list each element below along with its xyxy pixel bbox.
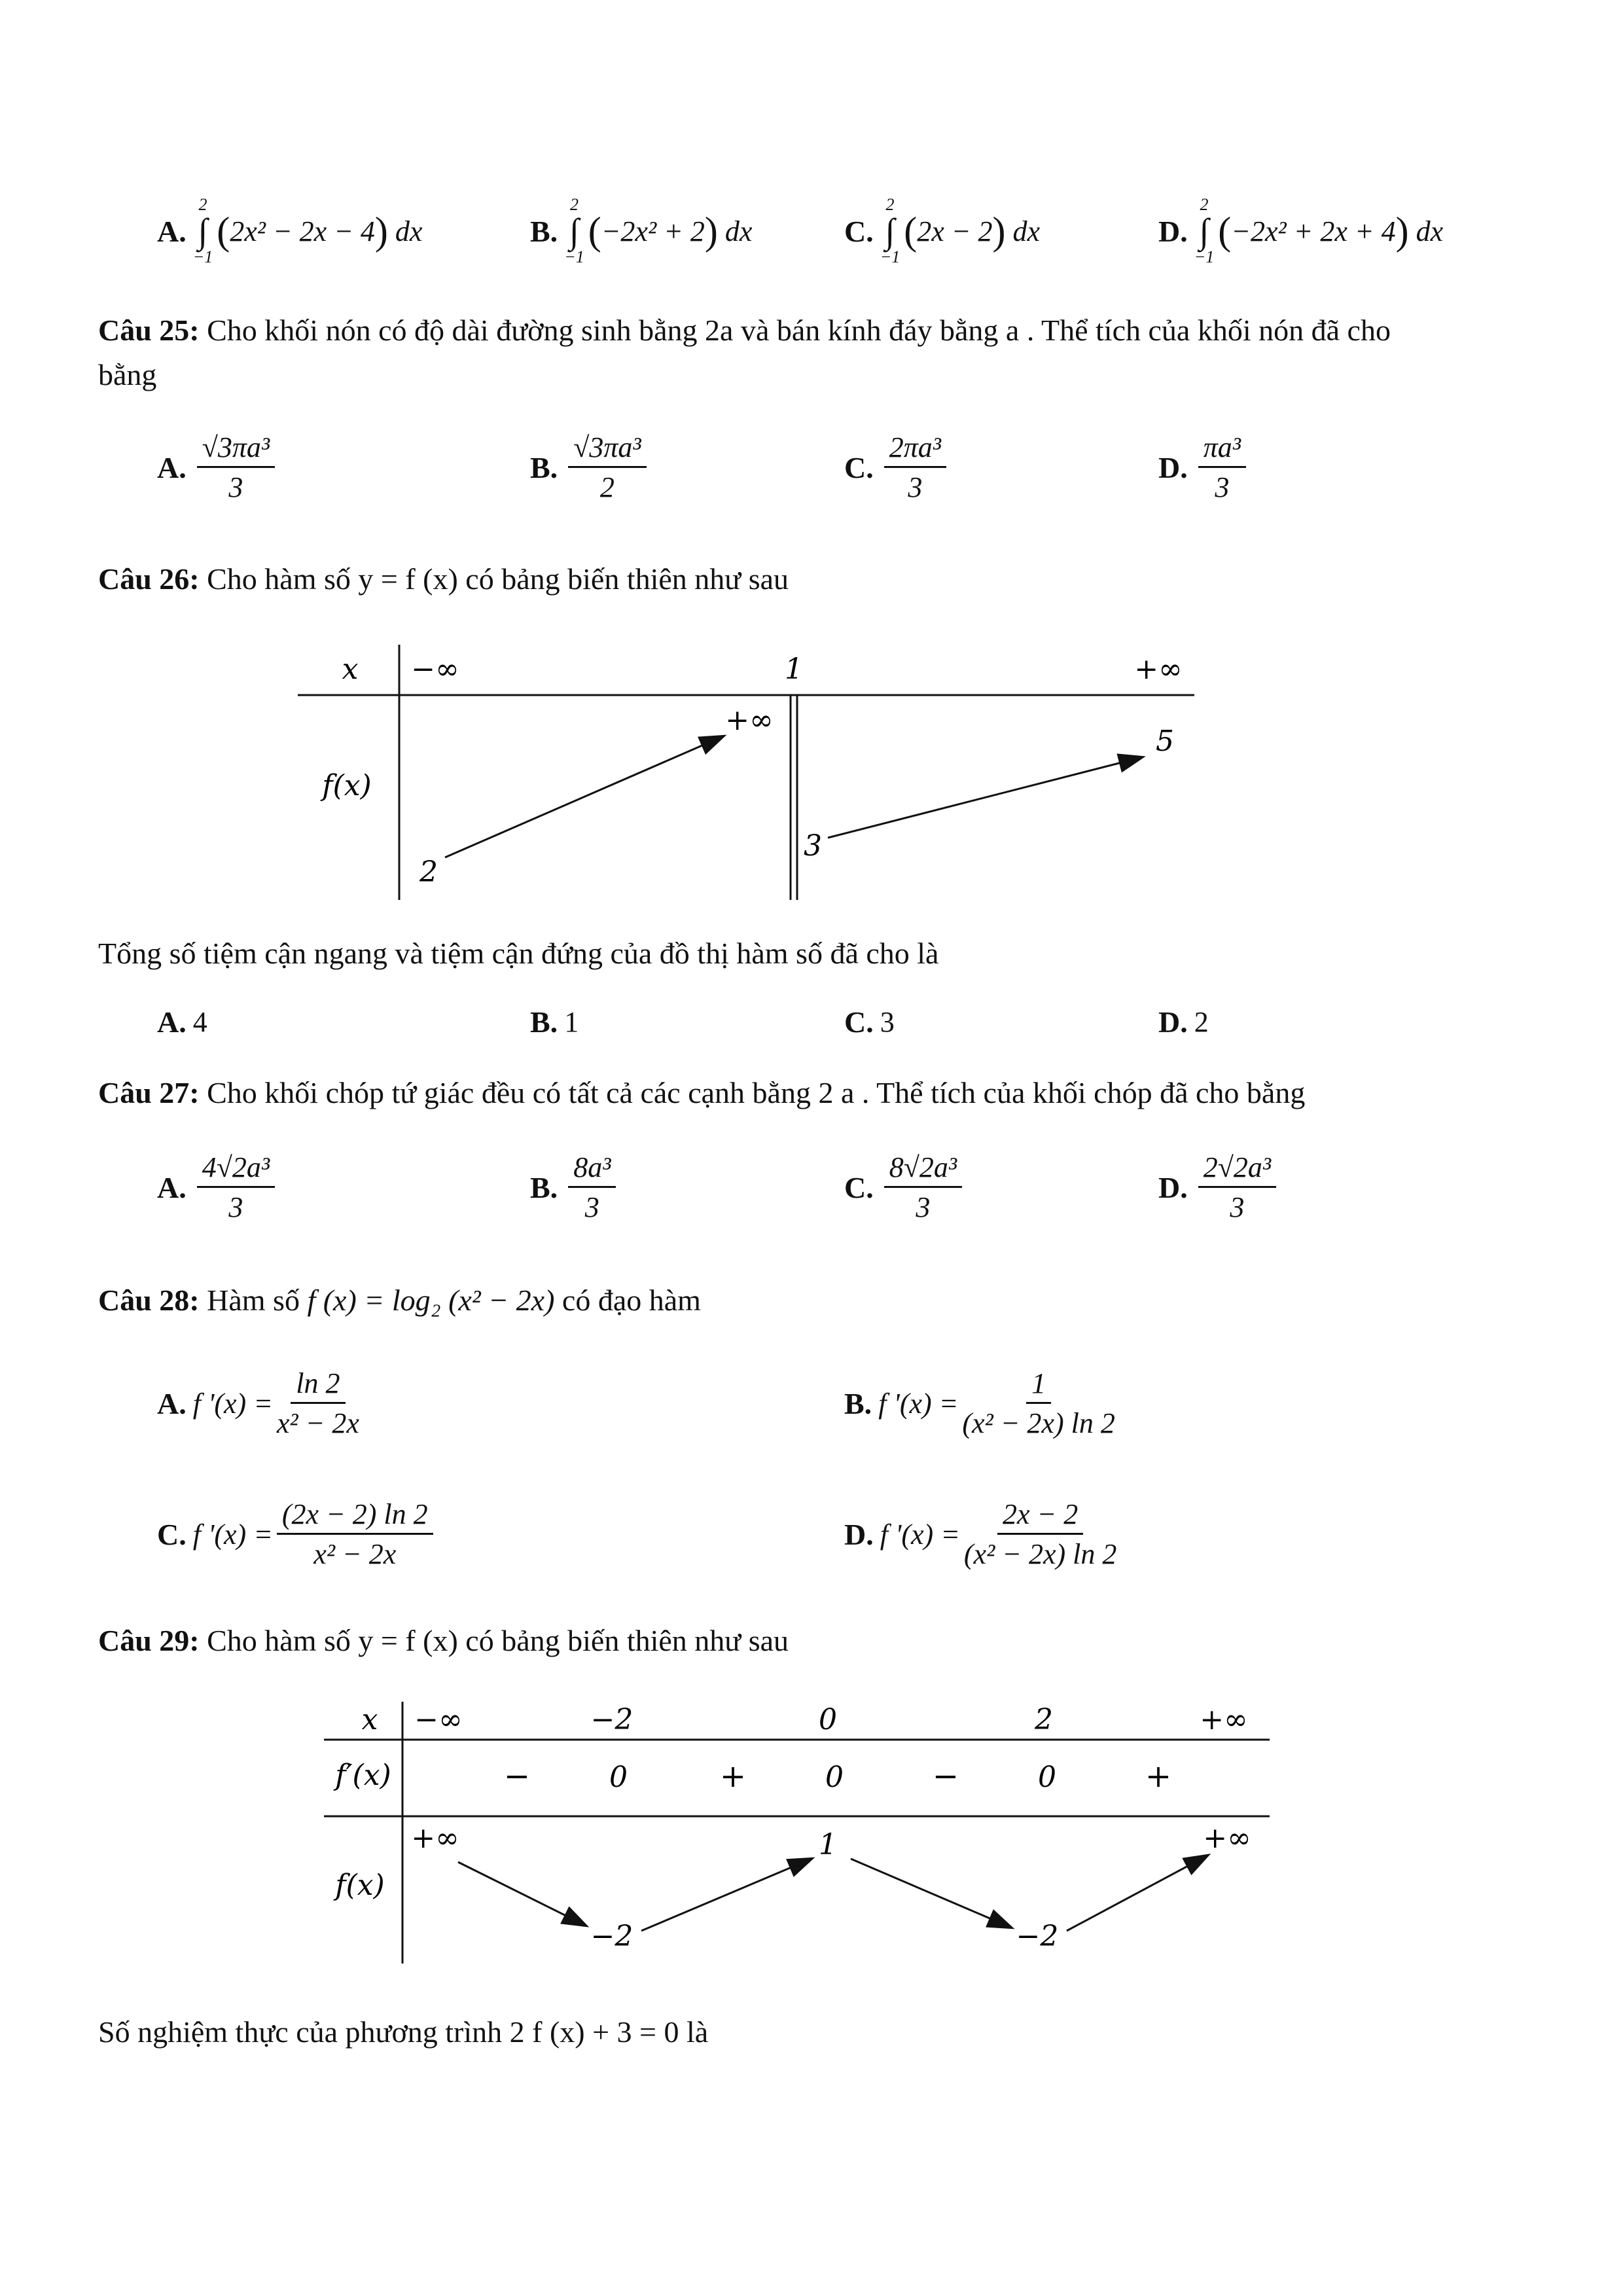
q27-option-b[interactable] [530,1152,620,1224]
fraction-numerator: 8√2a³ [884,1152,962,1188]
fraction-numerator: 2πa³ [884,432,946,468]
fprime-row-label: f′(x) [335,1759,391,1792]
question-text-pre: Hàm số [207,1283,300,1317]
x-row-label: x [361,1703,378,1736]
integral-upper: 2 [198,195,207,214]
question-text: Cho khối chóp tứ giác đều có tất cả các cạnh bằng 2 a . Thể tích của khối chóp đã cho bằng [207,1076,1306,1109]
fraction-numerator: 4√2a³ [197,1152,275,1188]
option-label: D. [844,1518,874,1552]
q26-option-d[interactable] [1158,1005,1209,1039]
q25-stem-line2: bằng [98,358,157,391]
fraction-denominator: 3 [228,471,243,504]
fraction-denominator: x² − 2x [313,1538,397,1571]
integral-lower: −1 [1194,247,1215,266]
derivative-lhs: f '(x) = [192,1518,273,1551]
option-value: 3 [880,1006,895,1038]
option-label: D. [1158,451,1188,485]
q29-variation-table [324,1695,1270,1970]
q26-question: Tổng số tiệm cận ngang và tiệm cận đứng của đồ thị hàm số đã cho là [98,937,939,970]
fraction-denominator: (x² − 2x) ln 2 [963,1538,1117,1571]
decreasing-arrow [851,1859,1011,1928]
q28-option-b[interactable] [844,1368,1119,1440]
fraction-numerator: (2x − 2) ln 2 [277,1499,433,1535]
q25-option-b[interactable] [530,432,651,504]
q26-option-a[interactable] [157,1005,207,1039]
option-label: C. [844,1005,874,1039]
q25-stem [98,313,1391,348]
x-value: 0 [819,1703,837,1736]
fraction-numerator: πa³ [1198,432,1246,468]
derivative-lhs: f '(x) = [878,1388,959,1420]
q24-option-d[interactable]: D. 2 ∫ −1 ( −2x² + 2x + 4 ) dx [1158,195,1444,266]
fraction-numerator: 1 [1026,1368,1051,1404]
increasing-arrow [445,736,723,857]
q26-option-b[interactable] [530,1005,579,1039]
q29-question: Số nghiệm thực của phương trình 2 f (x) + 3 = 0 là [98,2015,709,2049]
integral-lower: −1 [880,247,901,266]
option-label: C. [844,1171,874,1205]
x-value: 1 [785,653,803,686]
option-label: D. [1158,1171,1188,1205]
q24-option-b[interactable]: B. 2 ∫ −1 ( −2x² + 2 ) dx [530,195,753,266]
integral-upper: 2 [885,195,895,214]
option-label: B. [844,1387,872,1421]
question-number: Câu 27: [98,1076,200,1109]
option-value: 2 [1194,1006,1209,1038]
integral-upper: 2 [1200,195,1209,214]
question-text-post: có đạo hàm [562,1283,701,1317]
integral-tail: dx [1012,215,1041,247]
question-text: Cho khối nón có độ dài đường sinh bằng 2a và bán kính đáy bằng a . Thể tích của khối nón đã cho [207,314,1391,347]
fraction-denominator: 3 [584,1191,599,1224]
question-text: Cho hàm số y = f (x) có bảng biến thiên như sau [207,1624,789,1657]
f-value: +∞ [411,1821,459,1855]
sign-value: + [1145,1758,1172,1795]
fx-row-label: f(x) [335,1869,385,1902]
integral-lower: −1 [192,247,213,266]
sign-value: 0 [609,1761,628,1794]
fraction-numerator: 8a³ [568,1152,616,1188]
fraction-numerator: ln 2 [291,1368,345,1404]
q27-option-d[interactable] [1158,1152,1280,1224]
integral-lower: −1 [564,247,584,266]
option-label: B. [530,1171,558,1205]
fraction-numerator: √3πa³ [568,432,646,468]
q25-option-d[interactable] [1158,432,1250,504]
integrand: −2x² + 2 [601,215,705,247]
option-label: B. [530,214,558,248]
option-label: C. [157,1518,187,1552]
derivative-lhs: f '(x) = [880,1518,960,1551]
option-label: C. [844,451,874,485]
x-value: −∞ [414,1703,463,1736]
option-label: D. [1158,1005,1188,1039]
increasing-arrow [828,757,1142,838]
option-value: 4 [192,1006,207,1038]
fx-row-label: f(x) [322,769,372,802]
integral-tail: dx [1416,215,1444,247]
question-text: Cho hàm số y = f (x) có bảng biến thiên như sau [207,562,789,596]
fraction-denominator: (x² − 2x) ln 2 [962,1407,1115,1440]
f-value: 2 [419,855,438,889]
q28-stem [98,1283,701,1318]
q28-option-c[interactable] [157,1499,437,1571]
sign-value: − [503,1758,531,1795]
q27-option-c[interactable] [844,1152,966,1224]
decreasing-arrow [458,1862,586,1926]
increasing-arrow [641,1859,812,1931]
integral-tail: dx [724,215,753,247]
fraction-denominator: x² − 2x [276,1407,359,1440]
question-number: Câu 29: [98,1624,200,1657]
option-label: C. [844,214,874,248]
function-expression: f (x) = log₂ (x² − 2x) [307,1283,555,1317]
option-label: A. [157,1387,187,1421]
f-value: 3 [804,829,822,863]
integrand: 2x − 2 [917,215,993,247]
x-row-label: x [342,653,359,686]
fraction-denominator: 3 [1215,471,1230,504]
x-value: +∞ [1134,653,1183,686]
q26-stem [98,562,789,596]
integrand: 2x² − 2x − 4 [230,215,375,247]
option-label: B. [530,451,558,485]
question-number: Câu 28: [98,1283,200,1317]
increasing-arrow [1067,1856,1207,1931]
integral-tail: dx [395,215,423,247]
q27-option-a[interactable] [157,1152,279,1224]
option-label: A. [157,214,187,248]
integral-upper: 2 [569,195,579,214]
option-label: A. [157,1171,187,1205]
fraction-denominator: 3 [1230,1191,1245,1224]
f-value: 5 [1156,725,1174,758]
fraction-denominator: 2 [599,471,615,504]
sign-value: 0 [825,1761,844,1794]
q28-option-a[interactable] [157,1368,363,1440]
f-value: +∞ [725,704,774,737]
f-value: +∞ [1203,1821,1251,1855]
q26-option-c[interactable] [844,1005,895,1039]
q24-option-a[interactable]: A. 2 ∫ −1 ( 2x² − 2x − 4 ) dx [157,195,423,266]
option-label: A. [157,1005,187,1039]
q26-variation-table [298,638,1194,906]
x-value: 2 [1035,1703,1053,1736]
q27-stem [98,1075,1305,1110]
sign-value: + [719,1758,747,1795]
q28-option-d[interactable] [844,1499,1120,1571]
option-label: D. [1158,214,1188,248]
q24-option-c[interactable]: C. 2 ∫ −1 ( 2x − 2 ) dx [844,195,1041,266]
f-value: 1 [819,1828,837,1861]
x-value: −∞ [411,653,459,686]
f-value: −2 [1016,1920,1059,1953]
fraction-numerator: 2x − 2 [997,1499,1083,1535]
option-label: B. [530,1005,558,1039]
integrand: −2x² + 2x + 4 [1231,215,1396,247]
sign-value: 0 [1038,1761,1056,1794]
q29-stem [98,1623,789,1658]
option-label: A. [157,451,187,485]
sign-value: − [932,1758,959,1795]
f-value: −2 [590,1920,633,1953]
question-number: Câu 26: [98,562,200,596]
option-value: 1 [564,1006,579,1038]
fraction-numerator: 2√2a³ [1198,1152,1276,1188]
derivative-lhs: f '(x) = [192,1388,273,1420]
x-value: +∞ [1200,1703,1248,1736]
fraction-denominator: 3 [908,471,923,504]
q25-option-a[interactable] [157,432,279,504]
question-number: Câu 25: [98,314,200,347]
fraction-numerator: √3πa³ [197,432,275,468]
fraction-denominator: 3 [228,1191,243,1224]
fraction-denominator: 3 [916,1191,931,1224]
x-value: −2 [590,1703,633,1736]
q25-option-c[interactable] [844,432,950,504]
